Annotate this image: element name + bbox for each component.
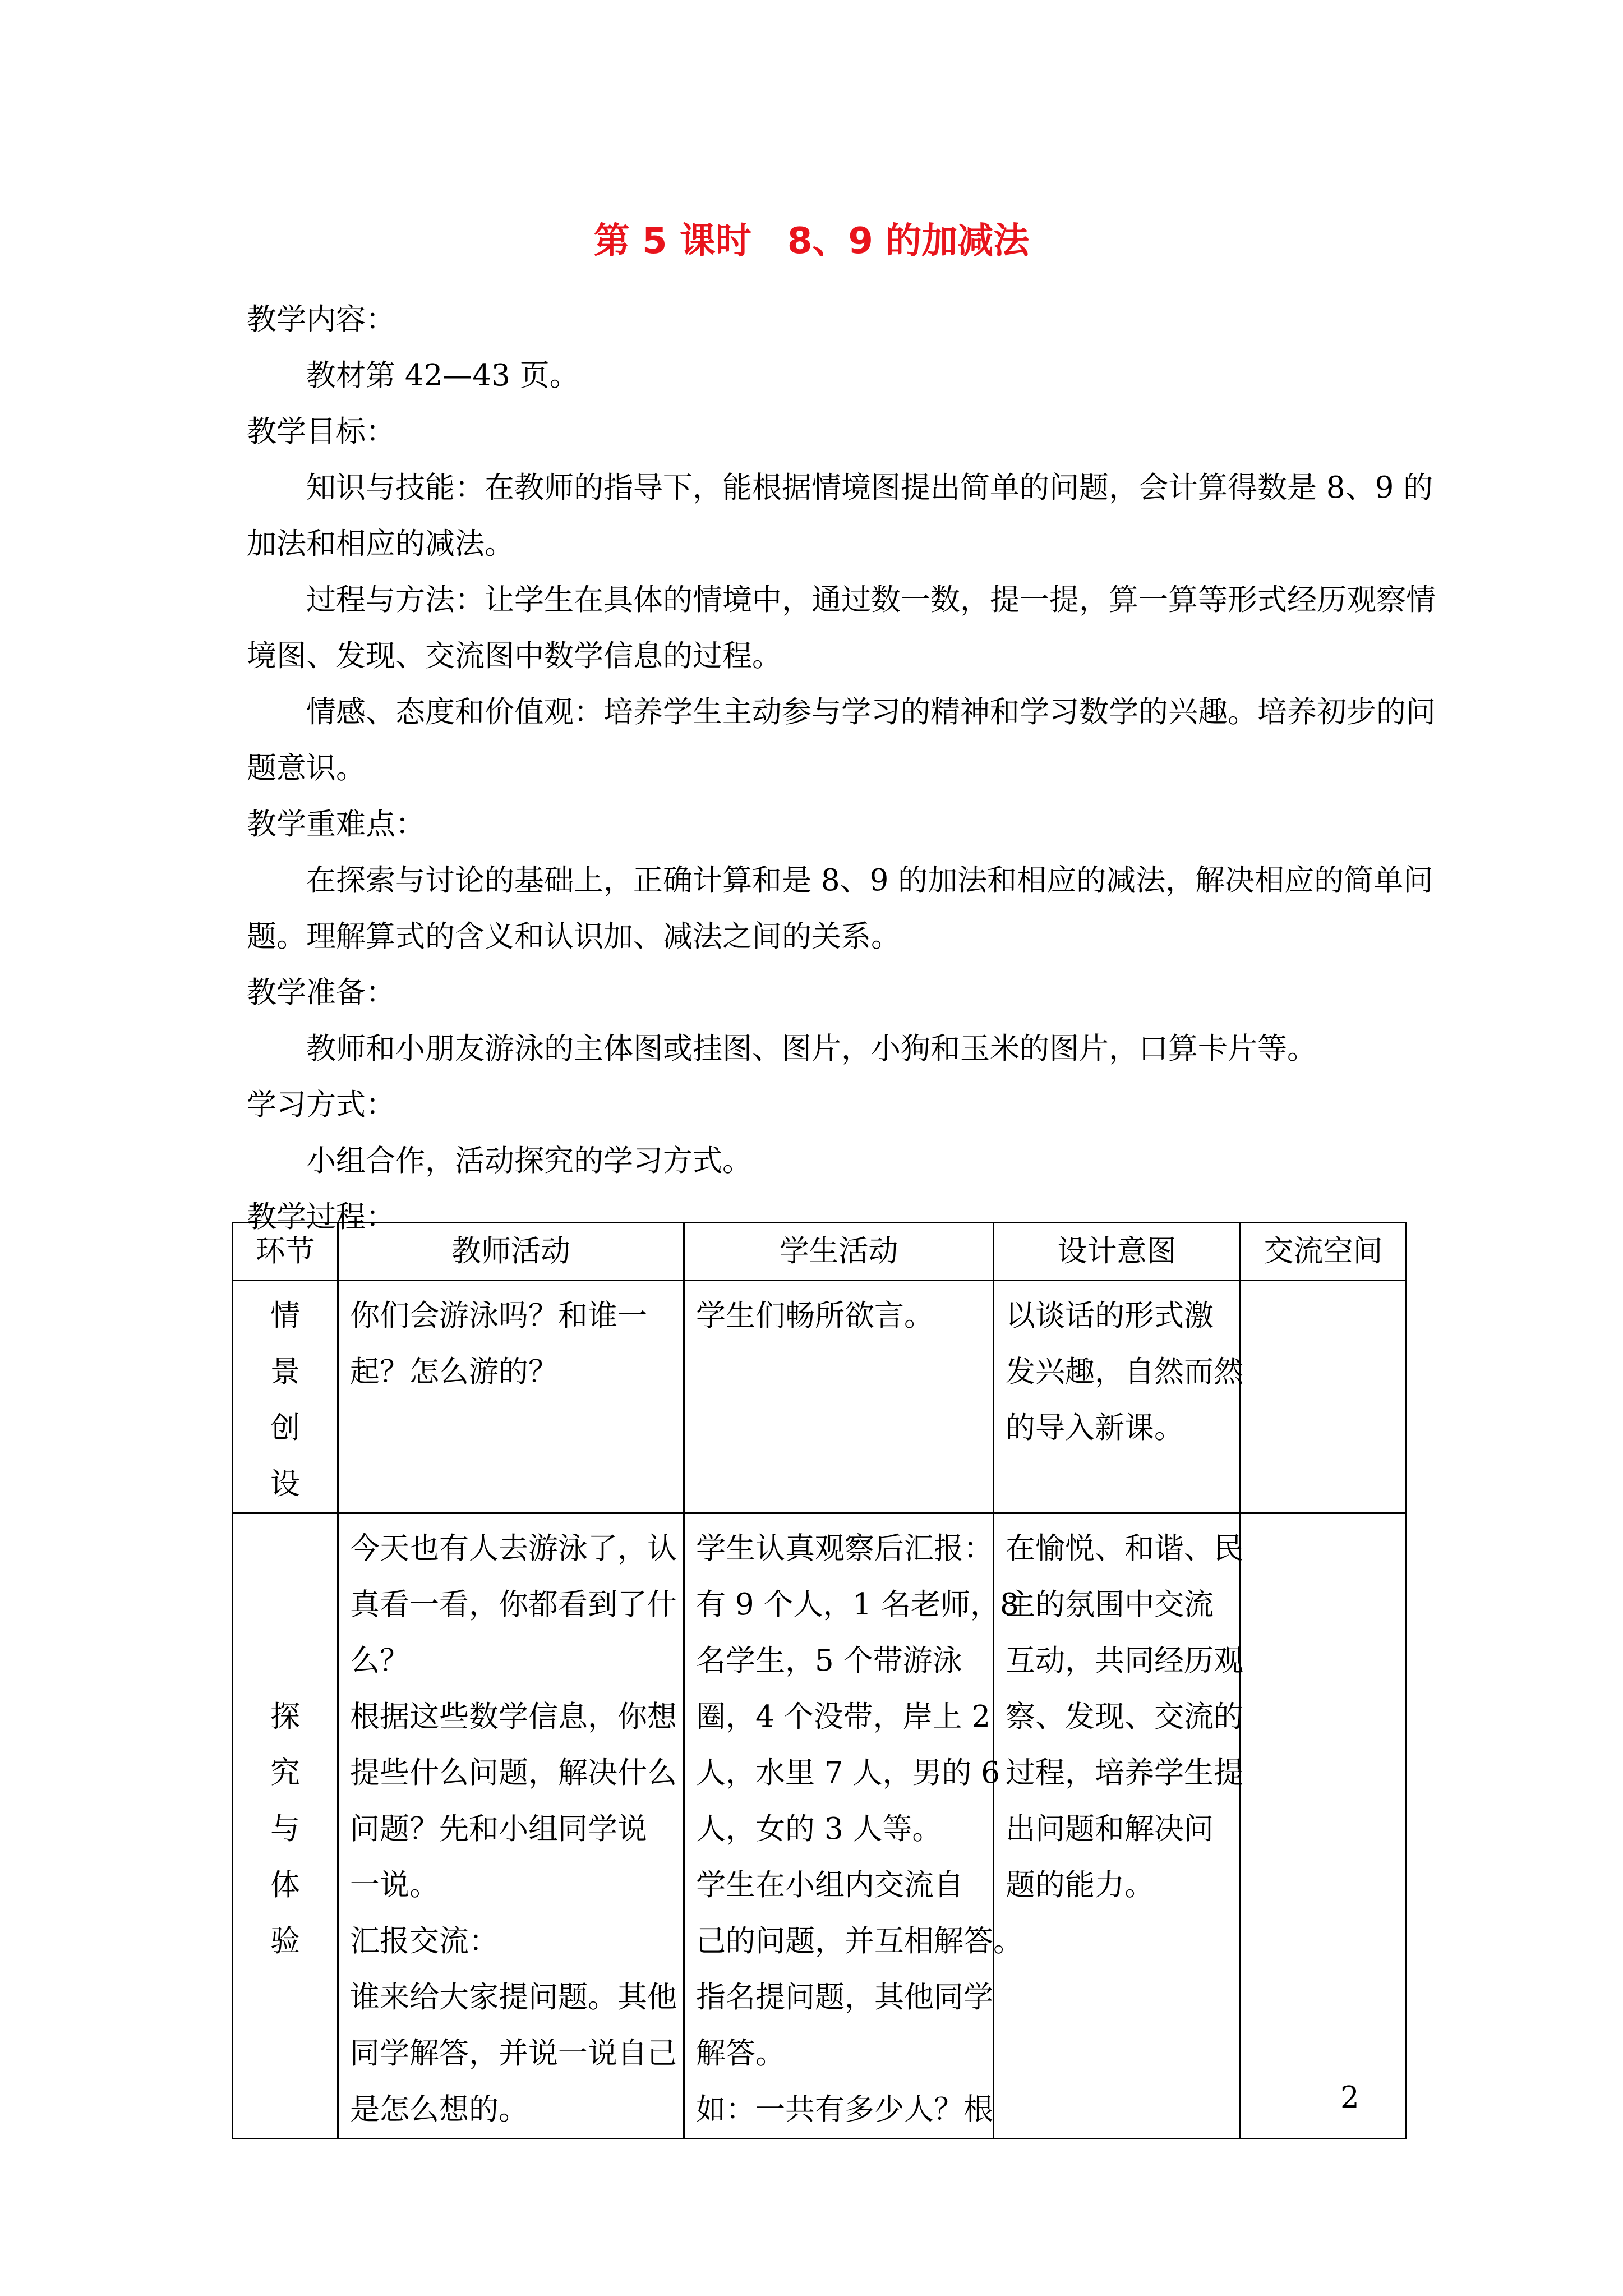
lesson-body xyxy=(247,292,1436,1245)
cell-line: 在愉悦、和谐、民 xyxy=(1006,1531,1243,1566)
cell-line: 人，女的 3 人等。 xyxy=(696,1812,942,1846)
header-teacher-activity: 教师活动 xyxy=(338,1223,684,1281)
goal-knowledge-line2: 加法和相应的减法。 xyxy=(247,527,514,561)
goal-process-line2: 境图、发现、交流图中数学信息的过程。 xyxy=(247,639,782,673)
cell-line: 探 xyxy=(270,1700,300,1734)
cell-line: 汇报交流： xyxy=(350,1924,499,1958)
cell-line: 么？ xyxy=(350,1644,409,1678)
cell-line xyxy=(245,1521,326,1577)
cell-line: 学生认真观察后汇报： xyxy=(696,1531,993,1566)
content-heading: 教学内容： xyxy=(247,302,395,337)
cell-line: 谁来给大家提问题。其他 xyxy=(350,1980,677,2014)
learning-method-text: 小组合作，活动探究的学习方式。 xyxy=(306,1144,752,1178)
cell-line: 圈，4 个没带，岸上 2 xyxy=(696,1700,991,1734)
cell-line: 人，水里 7 人，男的 6 xyxy=(696,1756,1000,1790)
cell-student-activity xyxy=(684,1513,1023,2139)
cell-line: 同学解答，并说一说自己 xyxy=(350,2036,677,2070)
cell-line: 学生们畅所欲言。 xyxy=(696,1299,934,1333)
cell-line: 起？怎么游的？ xyxy=(350,1355,558,1389)
cell-line: 名学生，5 个带游泳 xyxy=(696,1644,962,1678)
header-design-intent: 设计意图 xyxy=(994,1223,1241,1281)
cell-line: 提些什么问题，解决什么 xyxy=(350,1756,677,1790)
cell-student-activity xyxy=(684,1281,994,1513)
goal-knowledge-line1: 知识与技能：在教师的指导下，能根据情境图提出简单的问题，会计算得数是 8、9 的 xyxy=(306,471,1433,505)
cell-line: 创 xyxy=(270,1411,300,1445)
header-exchange-space: 交流空间 xyxy=(1241,1223,1407,1281)
cell-teacher-activity xyxy=(338,1281,684,1513)
key-points-heading: 教学重难点： xyxy=(247,807,425,841)
cell-line: 与 xyxy=(270,1812,300,1846)
cell-line: 今天也有人去游泳了，认 xyxy=(350,1531,677,1566)
cell-line: 己的问题，并互相解答。 xyxy=(696,1924,1023,1958)
goals-heading: 教学目标： xyxy=(247,415,395,449)
cell-line: 设 xyxy=(270,1467,300,1501)
cell-line xyxy=(245,1577,326,1633)
table-body xyxy=(233,1281,1407,2139)
cell-line: 互动，共同经历观 xyxy=(1006,1644,1243,1678)
header-stage: 环节 xyxy=(233,1223,338,1281)
cell-line: 解答。 xyxy=(696,2036,785,2070)
table-header-row xyxy=(233,1223,1407,1281)
cell-line: 过程，培养学生提 xyxy=(1006,1756,1243,1790)
cell-line: 题的能力。 xyxy=(1006,1868,1154,1902)
content-text: 教材第 42—43 页。 xyxy=(306,358,579,393)
key-points-line1: 在探索与讨论的基础上，正确计算和是 8、9 的加法和相应的减法，解决相应的简单问 xyxy=(306,863,1433,898)
page-title: 第 5 课时 8、9 的加减法 xyxy=(593,220,1030,262)
cell-teacher-activity xyxy=(338,1513,684,2139)
goal-process-line1: 过程与方法：让学生在具体的情境中，通过数一数，提一提，算一算等形式经历观察情 xyxy=(306,583,1436,617)
header-student-activity: 学生活动 xyxy=(684,1223,994,1281)
goal-attitude-line1: 情感、态度和价值观：培养学生主动参与学习的精神和学习数学的兴趣。培养初步的问 xyxy=(306,695,1436,729)
table-row xyxy=(233,1281,1407,1513)
cell-line: 有 9 个人，1 名老师，8 xyxy=(696,1588,1019,1622)
cell-line: 究 xyxy=(270,1756,300,1790)
cell-line: 如：一共有多少人？根 xyxy=(696,2092,993,2127)
cell-line: 景 xyxy=(270,1355,300,1389)
preparation-text: 教师和小朋友游泳的主体图或挂图、图片，小狗和玉米的图片，口算卡片等。 xyxy=(306,1032,1317,1066)
table-row xyxy=(233,1513,1407,2139)
cell-line: 学生在小组内交流自 xyxy=(696,1868,963,1902)
cell-line: 根据这些数学信息，你想 xyxy=(350,1700,677,1734)
cell-design-intent xyxy=(994,1281,1241,1513)
goal-attitude-line2: 题意识。 xyxy=(247,751,366,785)
cell-line: 出问题和解决问 xyxy=(1006,1812,1214,1846)
cell-line: 一说。 xyxy=(350,1868,439,1902)
cell-line: 体 xyxy=(270,1868,300,1902)
process-heading: 教学过程： xyxy=(247,1200,395,1234)
cell-line: 你们会游泳吗？和谁一 xyxy=(350,1299,647,1333)
key-points-line2: 题。理解算式的含义和认识加、减法之间的关系。 xyxy=(247,919,901,954)
cell-stage xyxy=(233,1281,338,1513)
cell-line: 的导入新课。 xyxy=(1006,1411,1184,1445)
cell-line: 主的氛围中交流 xyxy=(1006,1588,1214,1622)
cell-line: 情 xyxy=(270,1299,300,1333)
cell-line xyxy=(245,1633,326,1689)
cell-design-intent xyxy=(994,1513,1241,2139)
cell-line: 问题？先和小组同学说 xyxy=(350,1812,647,1846)
cell-line: 真看一看，你都看到了什 xyxy=(350,1588,677,1622)
cell-line: 以谈话的形式激 xyxy=(1006,1299,1214,1333)
cell-line: 察、发现、交流的 xyxy=(1006,1700,1243,1734)
cell-exchange-space xyxy=(1241,1281,1407,1513)
cell-exchange-space xyxy=(1241,1513,1407,2139)
cell-line: 验 xyxy=(270,1924,300,1958)
teaching-process-table xyxy=(232,1222,1407,2139)
preparation-heading: 教学准备： xyxy=(247,976,395,1010)
cell-line: 指名提问题，其他同学 xyxy=(696,1980,993,2014)
cell-line: 是怎么想的。 xyxy=(350,2092,528,2127)
cell-line: 发兴趣，自然而然 xyxy=(1006,1355,1243,1389)
learning-method-heading: 学习方式： xyxy=(247,1088,395,1122)
page-number: 2 xyxy=(1340,2081,1359,2115)
cell-stage xyxy=(233,1513,338,2139)
